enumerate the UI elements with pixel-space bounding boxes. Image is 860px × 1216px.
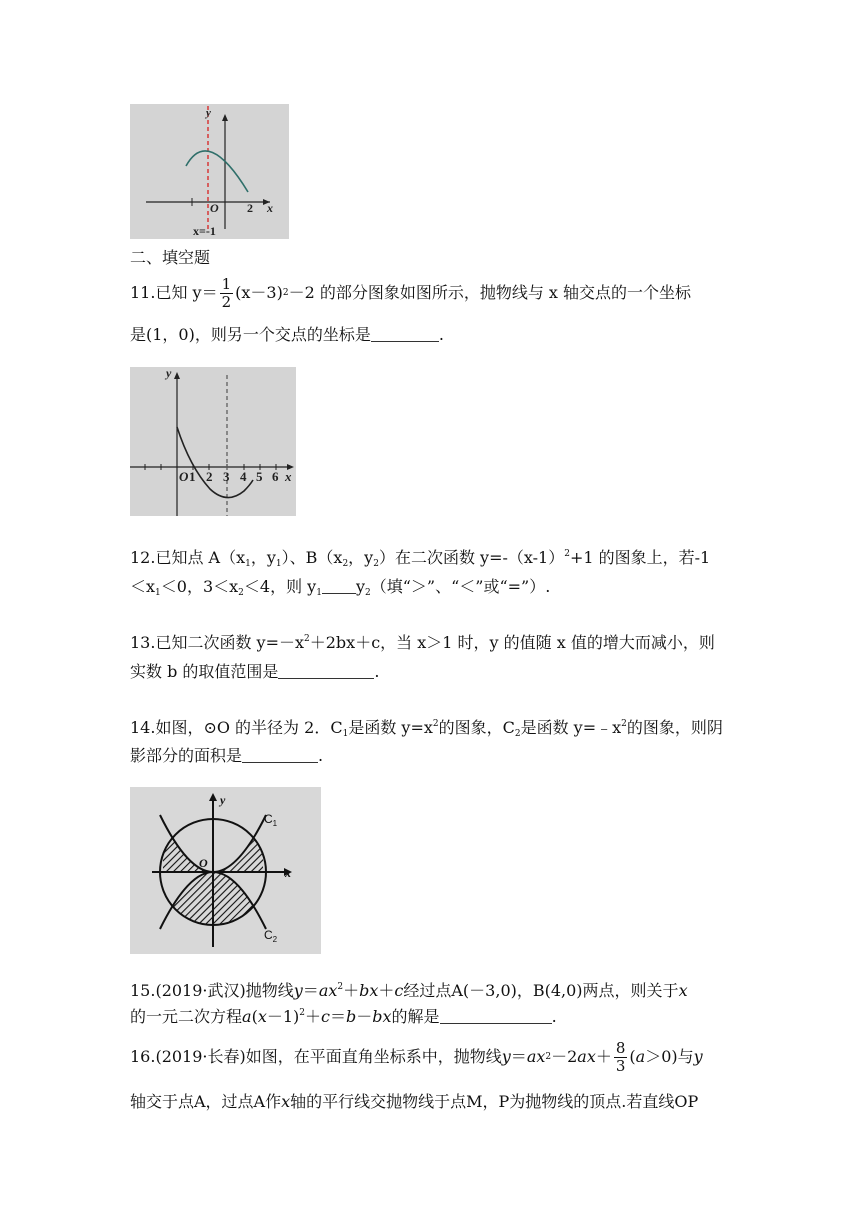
q16-fraction [614,1040,628,1075]
parabola-graph-q11 [130,367,296,516]
fig14-x-label: x [285,866,291,880]
q15-sup2: 2 [299,1008,306,1018]
q11-line2 [130,325,444,345]
figure-q14 [130,787,321,954]
q12-sub7: 1 [316,588,322,598]
q15-t21: bx [372,1007,392,1026]
fig11-tick-4: 4 [240,469,247,484]
q13-line1 [130,629,715,653]
fig14-c2-sub: 2 [272,935,278,944]
q16-t5: －2 [551,1047,578,1066]
q12-t2: ，y [250,548,276,567]
q15-t8: c [394,981,404,1000]
q16-t9: a [635,1047,646,1066]
fig10-line-label: x=-1 [193,224,216,238]
q15-t10: x [678,981,688,1000]
q14-sup2: 2 [621,719,627,729]
q11-answer-blank[interactable] [371,327,439,342]
q12-sup: 2 [564,549,570,559]
q12-sub5: 1 [155,588,161,598]
q12-sub1: 1 [245,559,251,569]
fig14-c1-label [264,812,278,828]
q14-t2: 是函数 y=x [348,718,433,737]
q16-line2 [130,1092,698,1112]
q14-t5: 的图象，则阴 [626,718,723,737]
q12-t8: ＜0，3＜x [160,577,239,596]
fig11-x-label: x [285,469,292,484]
q11-text-c: －2 的部分图象如图所示，抛物线与 x 轴交点的一个坐标 [288,283,692,302]
q11-end: . [438,325,444,344]
q13-end: . [374,662,380,681]
q16-t12: 轴交于点A，过点A作 [130,1092,282,1111]
q11-frac-den: 2 [221,292,232,311]
q15-t5: ＋ [343,981,360,1000]
q13-t1: 13.已知二次函数 y=－x [130,633,305,652]
q12-sub8: 2 [364,588,371,598]
q12-t1: 12.已知点 A（x [130,548,246,567]
q16-t3: ＝ [510,1047,527,1066]
q14-sub2: 2 [514,729,521,739]
q14-line1 [130,714,723,744]
q12-sub2: 1 [275,559,282,569]
fig11-tick-3: 3 [223,469,230,484]
q15-t3: ＝ [302,981,319,1000]
q16-t4: ax [526,1047,546,1066]
fig10-tick-2: 2 [247,201,253,215]
q14-sub1: 1 [342,729,349,739]
q15-t2: y [293,981,303,1000]
fig10-y-label: y [206,107,211,119]
q13-sup: 2 [304,634,310,644]
q16-line1 [130,1037,703,1077]
fig11-tick-1: 1 [189,469,196,484]
q11-text-b: (x－3) [235,283,283,302]
q11-sup: 2 [282,288,289,298]
q14-t1: 14.如图，⊙O 的半径为 2．C [130,718,343,737]
q14-sup1: 2 [432,719,439,729]
q14-t6: 影部分的面积是 [130,746,243,765]
q13-t2: ＋2bx＋c，当 x＞1 时，y 的值随 x 值的增大而减小，则 [309,633,715,652]
fig11-tick-2: 2 [206,469,213,484]
q15-t7: ＋ [378,981,395,1000]
q15-t4: ax [318,981,338,1000]
q16-t6: ax [577,1047,596,1066]
q12-answer-blank[interactable] [322,579,356,594]
q15-t9: 经过点A(－3,0)，B(4,0)两点，则关于 [403,981,679,1000]
q13-line2 [130,662,380,682]
q12-t10: y [355,577,365,596]
q16-t13: x [281,1092,291,1111]
q15-t17: c [321,1007,330,1026]
fig10-x-label: x [267,201,273,215]
fig14-c2-label [264,928,278,944]
q12-t9: ＜4，则 y [243,577,317,596]
fig14-c1-sub: 1 [272,819,278,828]
q16-frac-num: 8 [615,1038,626,1057]
section-title: 二、填空题 [130,248,211,267]
q15-t14: x [257,1007,267,1026]
q15-answer-blank[interactable] [440,1009,552,1024]
q11-fraction [220,276,234,311]
q16-frac-den: 3 [615,1056,626,1075]
fig14-y-label: y [220,793,226,807]
q16-t10: ＞0)与 [645,1047,694,1066]
q15-sup1: 2 [337,982,344,992]
q15-end: . [551,1007,557,1026]
q15-t11: 的一元二次方程 [130,1007,243,1026]
fig11-tick-6: 6 [272,469,279,484]
q12-sub4: 2 [373,559,379,569]
fig14-c1: C [264,812,273,826]
q14-answer-blank[interactable] [242,748,318,763]
q12-t11: （填“＞”、“＜”或“=”）. [370,577,551,596]
q12-t7: ＜x [130,577,156,596]
parabola-graph-q10 [130,104,289,239]
q12-line1 [130,544,710,574]
q16-t11: y [693,1047,703,1066]
q14-t3: 的图象，C [438,718,515,737]
q16-t14: 轴的平行线交抛物线于点M，P为抛物线的顶点.若直线OP [290,1092,699,1111]
fig11-origin-label: O [179,469,189,484]
q15-t13: ( [251,1007,258,1026]
circle-parabola-graph-q14 [130,787,321,954]
q15-t22: 的解是 [391,1007,440,1026]
q15-line2 [130,1003,557,1027]
q15-line1 [130,977,688,1001]
q16-t7: ＋ [595,1047,612,1066]
q16-t1: 16.(2019·长春)如图，在平面直角坐标系中，抛物线 [130,1047,502,1066]
q14-line2 [130,746,323,766]
q12-t4: ，y [348,548,374,567]
figure-q11 [130,367,296,516]
q16-sup: 2 [545,1052,552,1062]
fig11-tick-5: 5 [256,469,263,484]
q12-sub3: 2 [342,559,349,569]
q12-line2 [130,577,550,603]
q12-t5: ）在二次函数 y=-（x-1） [378,548,565,567]
fig14-origin-label: O [199,856,208,870]
q12-sub6: 2 [238,588,244,598]
q12-t3: ）、B（x [281,548,343,567]
q13-t3: 实数 b 的取值范围是 [130,662,279,681]
q11-line1 [130,276,691,310]
fig11-y-label: y [166,367,172,380]
q14-end: . [318,746,324,765]
q16-t8: ( [629,1047,636,1066]
q15-t18: ＝ [330,1007,347,1026]
q15-t20: － [356,1007,373,1026]
q15-t1: 15.(2019·武汉)抛物线 [130,981,294,1000]
q13-answer-blank[interactable] [278,664,374,679]
q15-t15: －1) [266,1007,300,1026]
q15-t19: b [346,1007,357,1026]
figure-q10 [130,104,289,239]
fig14-c2: C [264,928,273,942]
q12-t6: +1 的图象上，若-1 [569,548,711,567]
q11-text-a: 11.已知 y＝ [130,283,218,302]
q15-t6: bx [359,981,379,1000]
q15-t16: ＋ [305,1007,322,1026]
q11-text-d: 是(1，0)，则另一个交点的坐标是 [130,325,371,344]
q16-t2: y [501,1047,511,1066]
q14-t4: 是函数 y=﹣x [520,718,622,737]
q11-frac-num: 1 [221,274,232,293]
q15-t12: a [242,1007,252,1026]
fig10-origin-label: O [210,201,219,215]
